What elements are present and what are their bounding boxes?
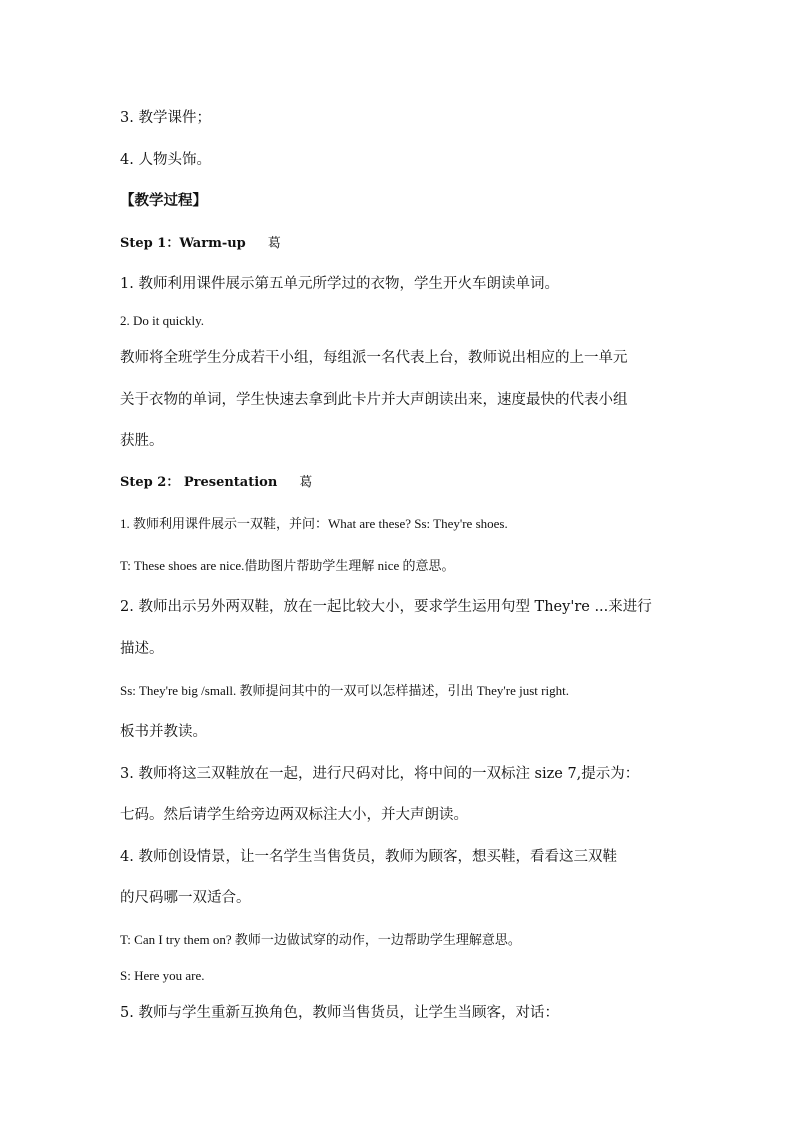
- paragraph-line: 的尺码哪一双适合。: [120, 890, 251, 906]
- paragraph-line: T: These shoes are nice.借助图片帮助学生理解 nice 的意思。: [120, 558, 455, 573]
- paragraph-line: 4. 教师创设情景，让一名学生当售货员，教师为顾客，想买鞋，看看这三双鞋: [120, 849, 617, 865]
- paragraph-line: 获胜。: [120, 433, 164, 449]
- paragraph-line: 板书并教读。: [120, 724, 207, 740]
- paragraph-line: 1. 教师利用课件展示一双鞋，并问：What are these? Ss: They're shoes.: [120, 516, 508, 531]
- paragraph-line: 2. Do it quickly.: [120, 313, 205, 328]
- paragraph-line: 5. 教师与学生重新互换角色，教师当售货员，让学生当顾客，对话：: [120, 1005, 559, 1021]
- material-item-4: 4. 人物头饰。: [120, 152, 211, 168]
- material-item-3: 3. 教学课件；: [120, 110, 211, 126]
- paragraph-line: 1. 教师利用课件展示第五单元所学过的衣物，学生开火车朗读单词。: [120, 276, 559, 292]
- paragraph-line: 教师将全班学生分成若干小组，每组派一名代表上台，教师说出相应的上一单元: [120, 350, 628, 366]
- paragraph-line: S: Here you are.: [120, 968, 205, 983]
- paragraph-line: 描述。: [120, 641, 164, 657]
- step-mark: 葛: [299, 475, 313, 490]
- paragraph-line: Ss: They're big /small. 教师提问其中的一双可以怎样描述，引出 They're just right.: [120, 683, 569, 698]
- paragraph-line: 3. 教师将这三双鞋放在一起，进行尺码对比，将中间的一双标注 size 7,提示为：: [120, 766, 640, 782]
- step-1-title: Step 1：Warm-up: [120, 236, 246, 251]
- step-2-heading: [120, 473, 312, 493]
- paragraph-line: 七码。然后请学生给旁边两双标注大小，并大声朗读。: [120, 807, 468, 823]
- step-1-heading: [120, 234, 281, 254]
- section-heading: 【教学过程】: [120, 192, 207, 209]
- paragraph-line: 2. 教师出示另外两双鞋，放在一起比较大小，要求学生运用句型 They're ...来进行: [120, 599, 652, 615]
- step-mark: 葛: [267, 236, 281, 251]
- paragraph-line: T: Can I try them on? 教师一边做试穿的动作，一边帮助学生理解意思。: [120, 932, 521, 947]
- paragraph-line: 关于衣物的单词，学生快速去拿到此卡片并大声朗读出来，速度最快的代表小组: [120, 392, 628, 408]
- step-2-title: Step 2： Presentation: [120, 475, 278, 490]
